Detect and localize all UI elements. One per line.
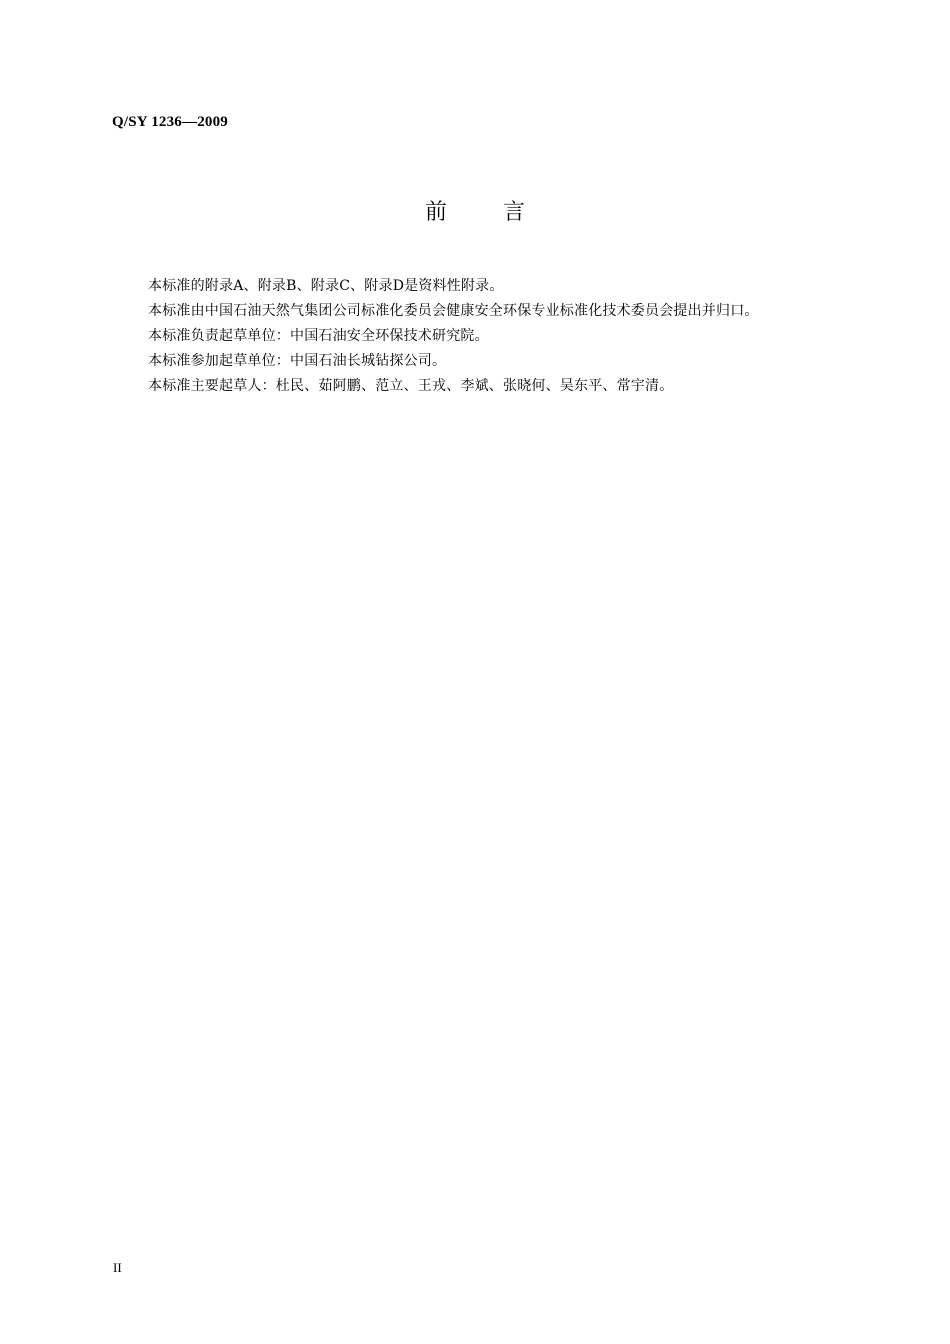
paragraph-main-drafters: 本标准主要起草人：杜民、茹阿鹏、范立、王戎、李斌、张晓何、吴东平、常宇清。	[148, 378, 674, 394]
paragraph-responsible-drafter: 本标准负责起草单位：中国石油安全环保技术研究院。	[148, 328, 489, 344]
section-title-char-2: 言	[503, 200, 526, 225]
paragraph-proposer: 本标准由中国石油天然气集团公司标准化委员会健康安全环保专业标准化技术委员会提出并归口。	[148, 303, 759, 319]
paragraph-participating-drafter: 本标准参加起草单位：中国石油长城钻探公司。	[148, 353, 447, 369]
preface-body	[148, 274, 888, 399]
paragraph-appendix-note: 本标准的附录A、附录B、附录C、附录D是资料性附录。	[148, 278, 504, 294]
section-title	[0, 198, 950, 228]
section-title-char-1: 前	[424, 200, 447, 225]
page-number: II	[113, 1260, 122, 1275]
document-code: Q/SY 1236—2009	[112, 114, 229, 130]
